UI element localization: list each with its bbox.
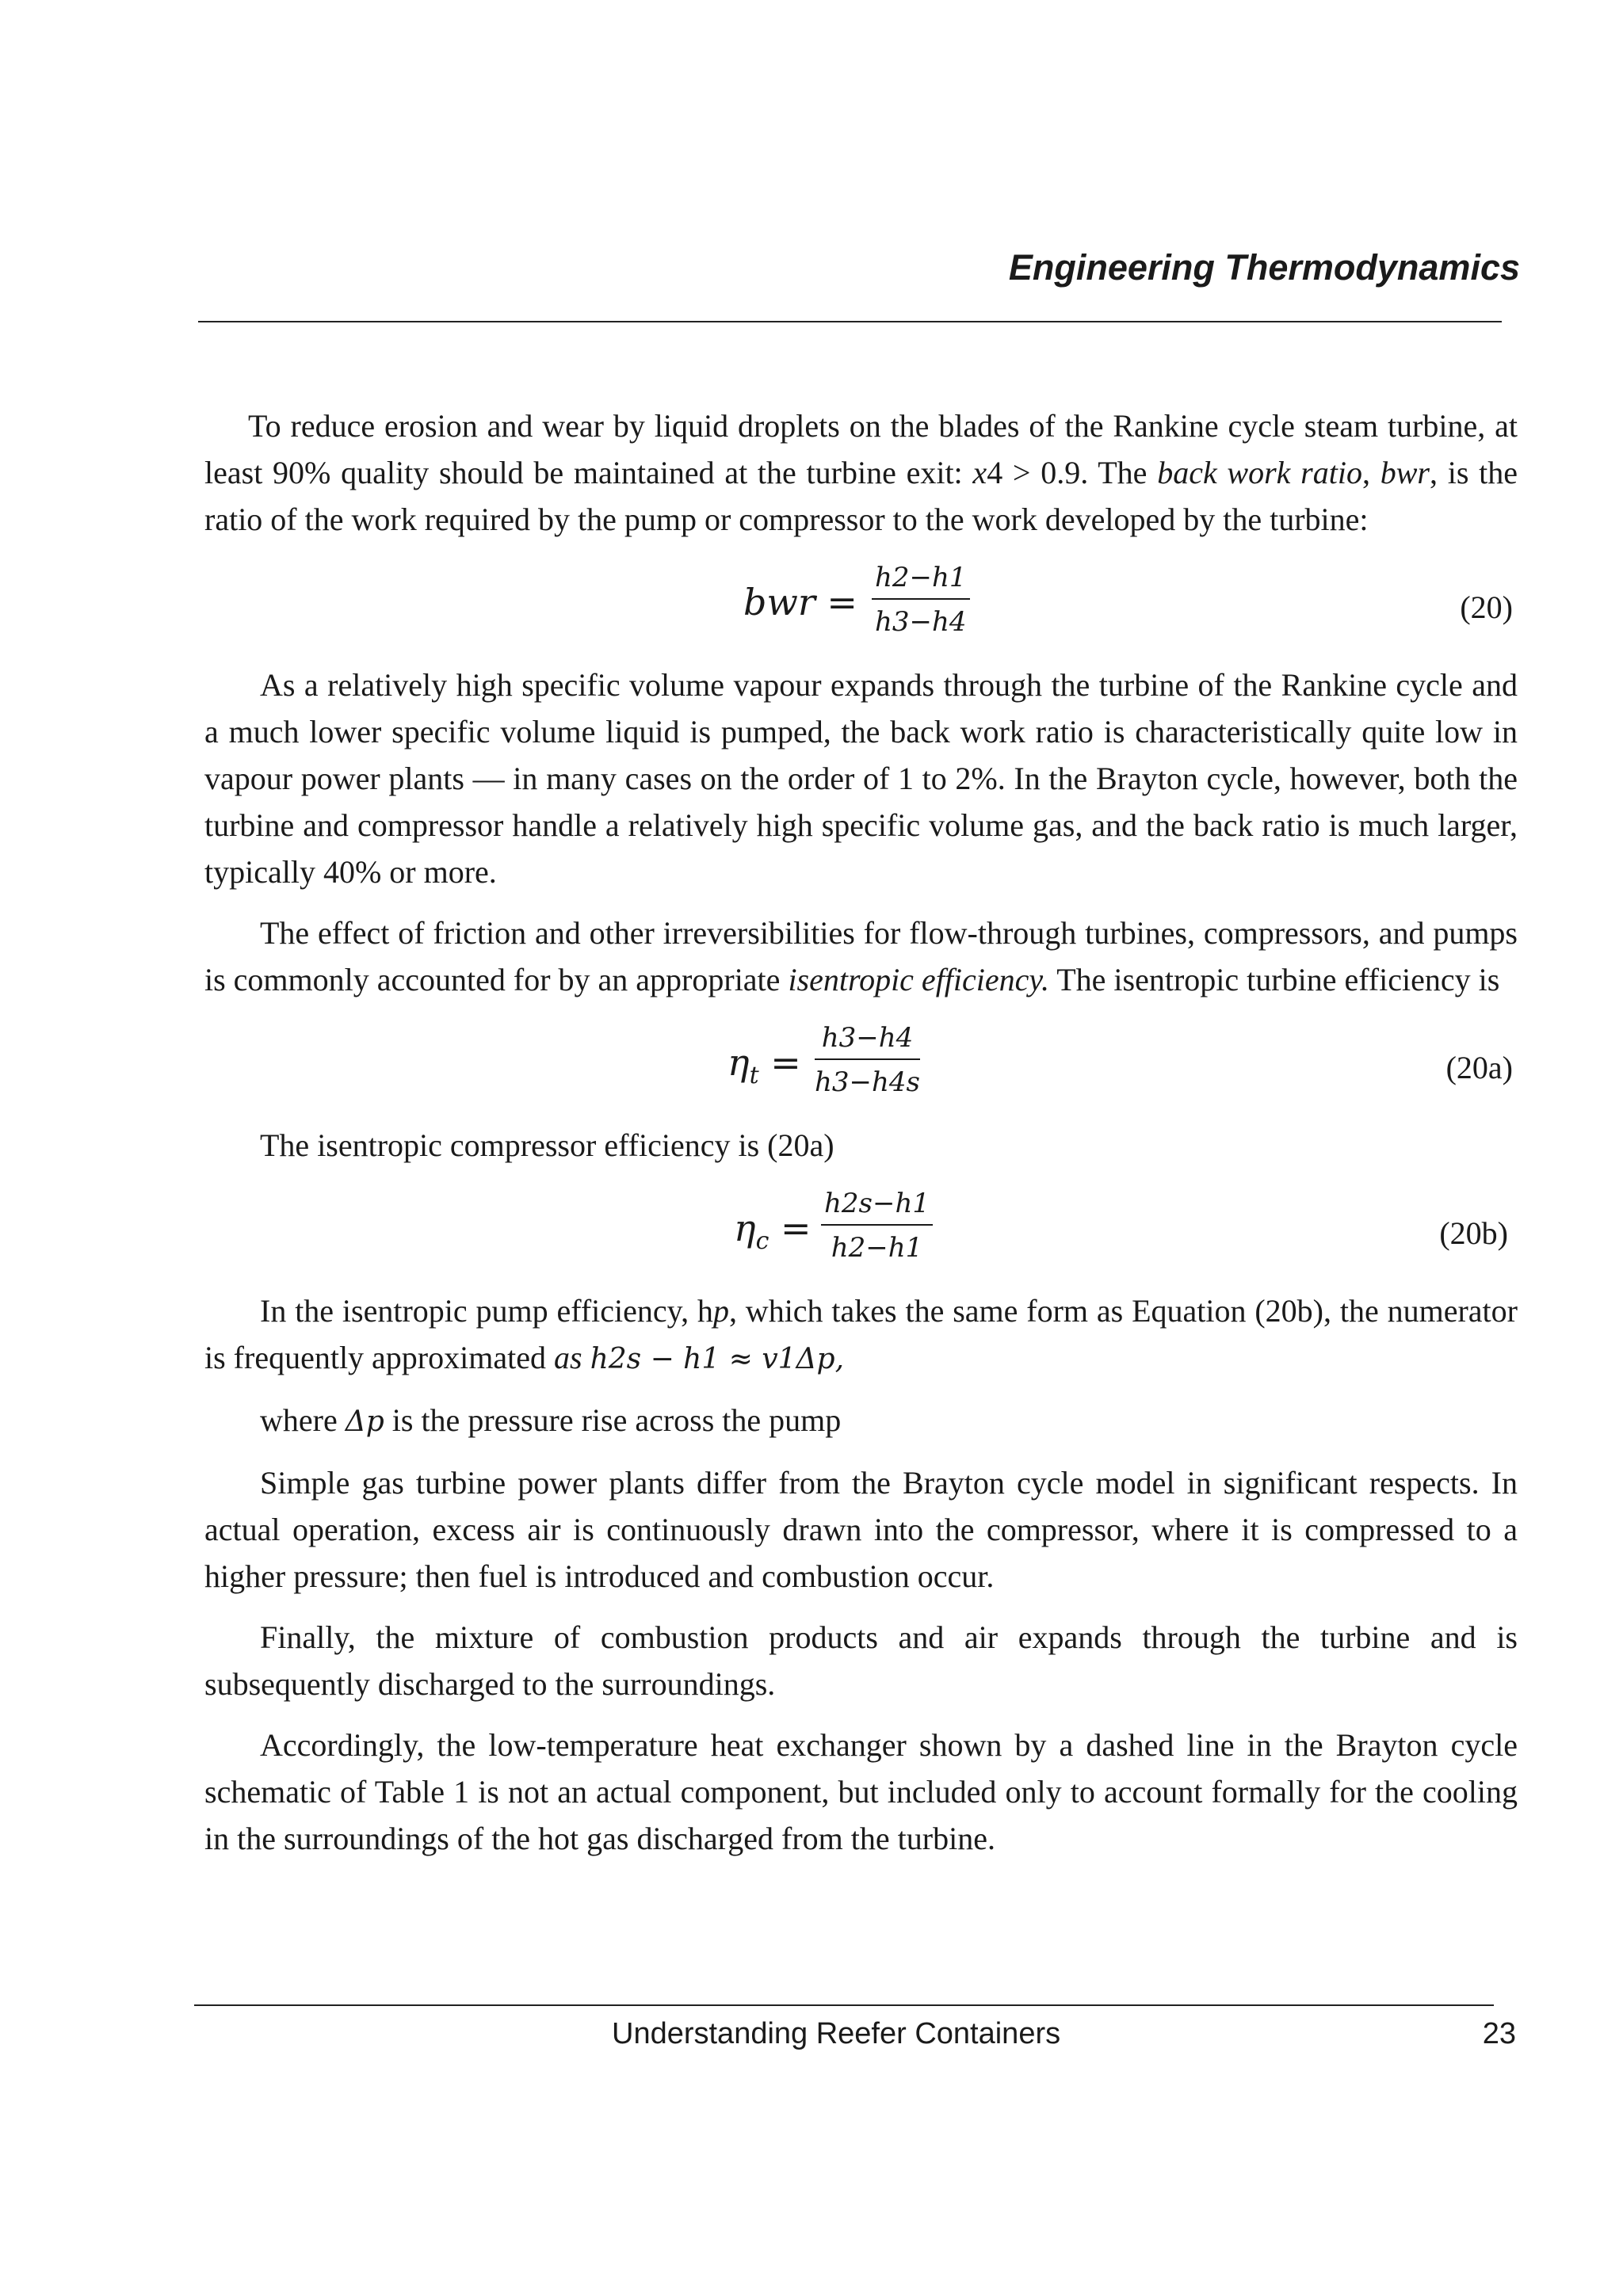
eq20a-fraction (815, 1020, 920, 1101)
running-header-title: Engineering Thermodynamics (1008, 247, 1520, 288)
eq20b-fraction (821, 1186, 933, 1267)
eq20b-equals: = (769, 1207, 812, 1249)
p5-math: h2s − h1 ≈ v1Δp, (590, 1343, 845, 1375)
p6-text-b: is the pressure rise across the pump (384, 1402, 842, 1438)
p1-text-b: 4 > 0.9. The (987, 455, 1158, 490)
eq20b-lhs (734, 1205, 812, 1264)
p5-text-b: , which takes the same form as Equation (20b), the numerator is frequently approximated (204, 1293, 1518, 1375)
paragraph-2: As a relatively high specific volume vapour expands through the turbine of the Rankine cycle and a much lower specific volume liquid is pumped, the back work ratio is characteristically quite low in vapour power plants — in many cases on the order of 1 to 2%. In the Brayton cycle, however, both the turbine and compressor handle a relatively high specific volume gas, and the back ratio is much larger, typically 40% or more. (204, 667, 1518, 890)
eq20-fraction (872, 560, 970, 641)
eq20b-number: (20b) (1439, 1215, 1508, 1251)
p1-text-d: , is the ratio of the work required by the pump or compressor to the work developed by the turbine: (204, 455, 1518, 537)
eq20b-denominator: h2−h1 (831, 1232, 923, 1264)
eq20b-subscript: c (755, 1227, 769, 1256)
header-rule (198, 321, 1502, 322)
p3-text-b: The isentropic turbine efficiency is (1048, 962, 1500, 997)
p1-text-c: , (1361, 455, 1381, 490)
footer-rule (194, 2004, 1494, 2006)
body-text (204, 402, 1518, 1876)
paragraph-1 (204, 402, 1518, 543)
eq20-numerator: h2−h1 (872, 560, 970, 600)
eq20a-subscript: t (749, 1062, 759, 1090)
p1-x4-var: x (972, 455, 987, 490)
p6-math: Δp (345, 1405, 384, 1438)
p3-term: isentropic efficiency. (788, 962, 1049, 997)
p1-bwr-term: back work ratio (1157, 455, 1362, 490)
paragraph-7: Simple gas turbine power plants differ from the Brayton cycle model in significant respects. In actual operation, excess air is continuously drawn into the compressor, where it is compressed to a higher pressure; then fuel is introduced and combustion occur. (204, 1465, 1518, 1594)
eq20-number: (20) (1460, 589, 1513, 625)
eq20-lhs: bwr = (743, 581, 857, 624)
p5-p-var: p (712, 1293, 729, 1329)
footer-book-title: Understanding Reefer Containers (612, 2017, 1061, 2050)
eq20b-numerator: h2s−h1 (821, 1186, 933, 1226)
p3-text-a: The effect of friction and other irreversibilities for flow-through turbines, compressors, and pumps is commonly accounted for by an appropriate (204, 915, 1518, 997)
page-number: 23 (1482, 2017, 1516, 2050)
equation-20 (204, 557, 1518, 652)
p6-text-a: where (260, 1402, 346, 1438)
paragraph-8: Finally, the mixture of combustion products and air expands through the turbine and is subsequently discharged to the surroundings. (204, 1619, 1518, 1702)
paragraph-3 (204, 910, 1518, 1003)
eq20b-eta: η (734, 1207, 756, 1249)
eq20a-eta: η (727, 1041, 750, 1084)
paragraph-6 (204, 1397, 1518, 1445)
paragraph-9: Accordingly, the low-temperature heat exchanger shown by a dashed line in the Brayton cycle schematic of Table 1 is not an actual component, but included only to account formally for the cooling in the surroundings of the hot gas discharged from the turbine. (204, 1727, 1518, 1856)
p5-as: as (553, 1340, 590, 1375)
eq20a-numerator: h3−h4 (815, 1020, 920, 1060)
eq20a-number: (20a) (1445, 1050, 1513, 1085)
p1-bwr-abbrev: bwr (1380, 455, 1430, 490)
eq20a-denominator: h3−h4s (815, 1066, 920, 1098)
eq20a-lhs (727, 1039, 801, 1099)
eq20a-equals: = (758, 1041, 801, 1084)
eq20-denominator: h3−h4 (875, 606, 967, 638)
equation-20b (204, 1183, 1518, 1278)
paragraph-5 (204, 1287, 1518, 1383)
paragraph-4: The isentropic compressor efficiency is (20a) (260, 1127, 834, 1163)
equation-20a (204, 1017, 1518, 1112)
p5-text-a: In the isentropic pump efficiency, h (260, 1293, 713, 1329)
p1-text-a: To reduce erosion and wear by liquid droplets on the blades of the Rankine cycle steam turbine, at least 90% quality should be maintained at the turbine exit: (204, 408, 1518, 490)
